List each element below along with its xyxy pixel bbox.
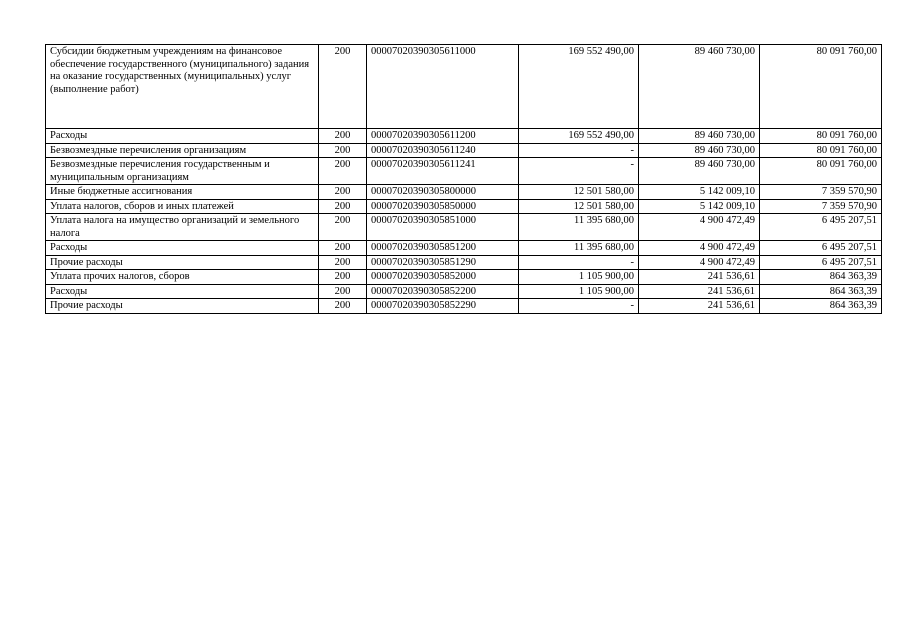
executed-amount-cell: 5 142 009,10 [639,199,760,214]
unexecuted-amount-cell: 864 363,39 [760,284,882,299]
approved-amount-cell: 1 105 900,00 [519,284,639,299]
executed-amount-cell: 5 142 009,10 [639,185,760,200]
table-row [46,129,882,144]
executed-amount-cell: 241 536,61 [639,299,760,314]
table-row [46,284,882,299]
unexecuted-amount-cell: 80 091 760,00 [760,143,882,158]
row-name-cell: Уплата налога на имущество организаций и земельного налога [46,214,319,241]
row-name-cell: Расходы [46,129,319,144]
row-name-cell: Уплата налогов, сборов и иных платежей [46,199,319,214]
unexecuted-amount-cell: 6 495 207,51 [760,241,882,256]
table-row [46,143,882,158]
unexecuted-amount-cell: 80 091 760,00 [760,129,882,144]
classification-code-cell: 00007020390305611200 [367,129,519,144]
classification-code-cell: 00007020390305850000 [367,199,519,214]
executed-amount-cell: 4 900 472,49 [639,255,760,270]
approved-amount-cell: 11 395 680,00 [519,214,639,241]
approved-amount-cell: - [519,299,639,314]
executed-amount-cell: 241 536,61 [639,284,760,299]
line-code-cell: 200 [319,214,367,241]
table-row [46,241,882,256]
approved-amount-cell: - [519,158,639,185]
row-name-cell: Расходы [46,241,319,256]
classification-code-cell: 00007020390305611241 [367,158,519,185]
table-row [46,185,882,200]
approved-amount-cell: 12 501 580,00 [519,185,639,200]
unexecuted-amount-cell: 6 495 207,51 [760,255,882,270]
row-name-cell: Расходы [46,284,319,299]
row-name-cell: Уплата прочих налогов, сборов [46,270,319,285]
line-code-cell: 200 [319,255,367,270]
executed-amount-cell: 89 460 730,00 [639,129,760,144]
executed-amount-cell: 89 460 730,00 [639,45,760,129]
row-name-cell: Безвозмездные перечисления государственным и муниципальным организациям [46,158,319,185]
executed-amount-cell: 241 536,61 [639,270,760,285]
classification-code-cell: 00007020390305851000 [367,214,519,241]
executed-amount-cell: 4 900 472,49 [639,214,760,241]
classification-code-cell: 00007020390305852200 [367,284,519,299]
approved-amount-cell: 1 105 900,00 [519,270,639,285]
unexecuted-amount-cell: 7 359 570,90 [760,199,882,214]
table-row [46,270,882,285]
approved-amount-cell: - [519,143,639,158]
classification-code-cell: 00007020390305611240 [367,143,519,158]
unexecuted-amount-cell: 80 091 760,00 [760,158,882,185]
line-code-cell: 200 [319,143,367,158]
classification-code-cell: 00007020390305851290 [367,255,519,270]
table-row [46,255,882,270]
unexecuted-amount-cell: 6 495 207,51 [760,214,882,241]
line-code-cell: 200 [319,45,367,129]
unexecuted-amount-cell: 864 363,39 [760,299,882,314]
approved-amount-cell: - [519,255,639,270]
executed-amount-cell: 4 900 472,49 [639,241,760,256]
table-row [46,214,882,241]
line-code-cell: 200 [319,299,367,314]
classification-code-cell: 00007020390305611000 [367,45,519,129]
row-name-cell: Прочие расходы [46,255,319,270]
row-name-cell: Безвозмездные перечисления организациям [46,143,319,158]
classification-code-cell: 00007020390305852290 [367,299,519,314]
executed-amount-cell: 89 460 730,00 [639,143,760,158]
unexecuted-amount-cell: 80 091 760,00 [760,45,882,129]
row-name-cell: Иные бюджетные ассигнования [46,185,319,200]
approved-amount-cell: 169 552 490,00 [519,129,639,144]
line-code-cell: 200 [319,158,367,185]
row-name-cell: Прочие расходы [46,299,319,314]
classification-code-cell: 00007020390305800000 [367,185,519,200]
classification-code-cell: 00007020390305851200 [367,241,519,256]
line-code-cell: 200 [319,199,367,214]
approved-amount-cell: 12 501 580,00 [519,199,639,214]
line-code-cell: 200 [319,129,367,144]
unexecuted-amount-cell: 7 359 570,90 [760,185,882,200]
line-code-cell: 200 [319,185,367,200]
approved-amount-cell: 169 552 490,00 [519,45,639,129]
line-code-cell: 200 [319,270,367,285]
table-row [46,199,882,214]
line-code-cell: 200 [319,284,367,299]
unexecuted-amount-cell: 864 363,39 [760,270,882,285]
table-row [46,299,882,314]
row-name-cell: Субсидии бюджетным учреждениям на финансовое обеспечение государственного (муниципального) задания на оказание государственных (муниципальных) услуг (выполнение работ) [46,45,319,129]
budget-execution-table [45,44,882,314]
approved-amount-cell: 11 395 680,00 [519,241,639,256]
table-row [46,158,882,185]
table-row [46,45,882,129]
line-code-cell: 200 [319,241,367,256]
classification-code-cell: 00007020390305852000 [367,270,519,285]
executed-amount-cell: 89 460 730,00 [639,158,760,185]
